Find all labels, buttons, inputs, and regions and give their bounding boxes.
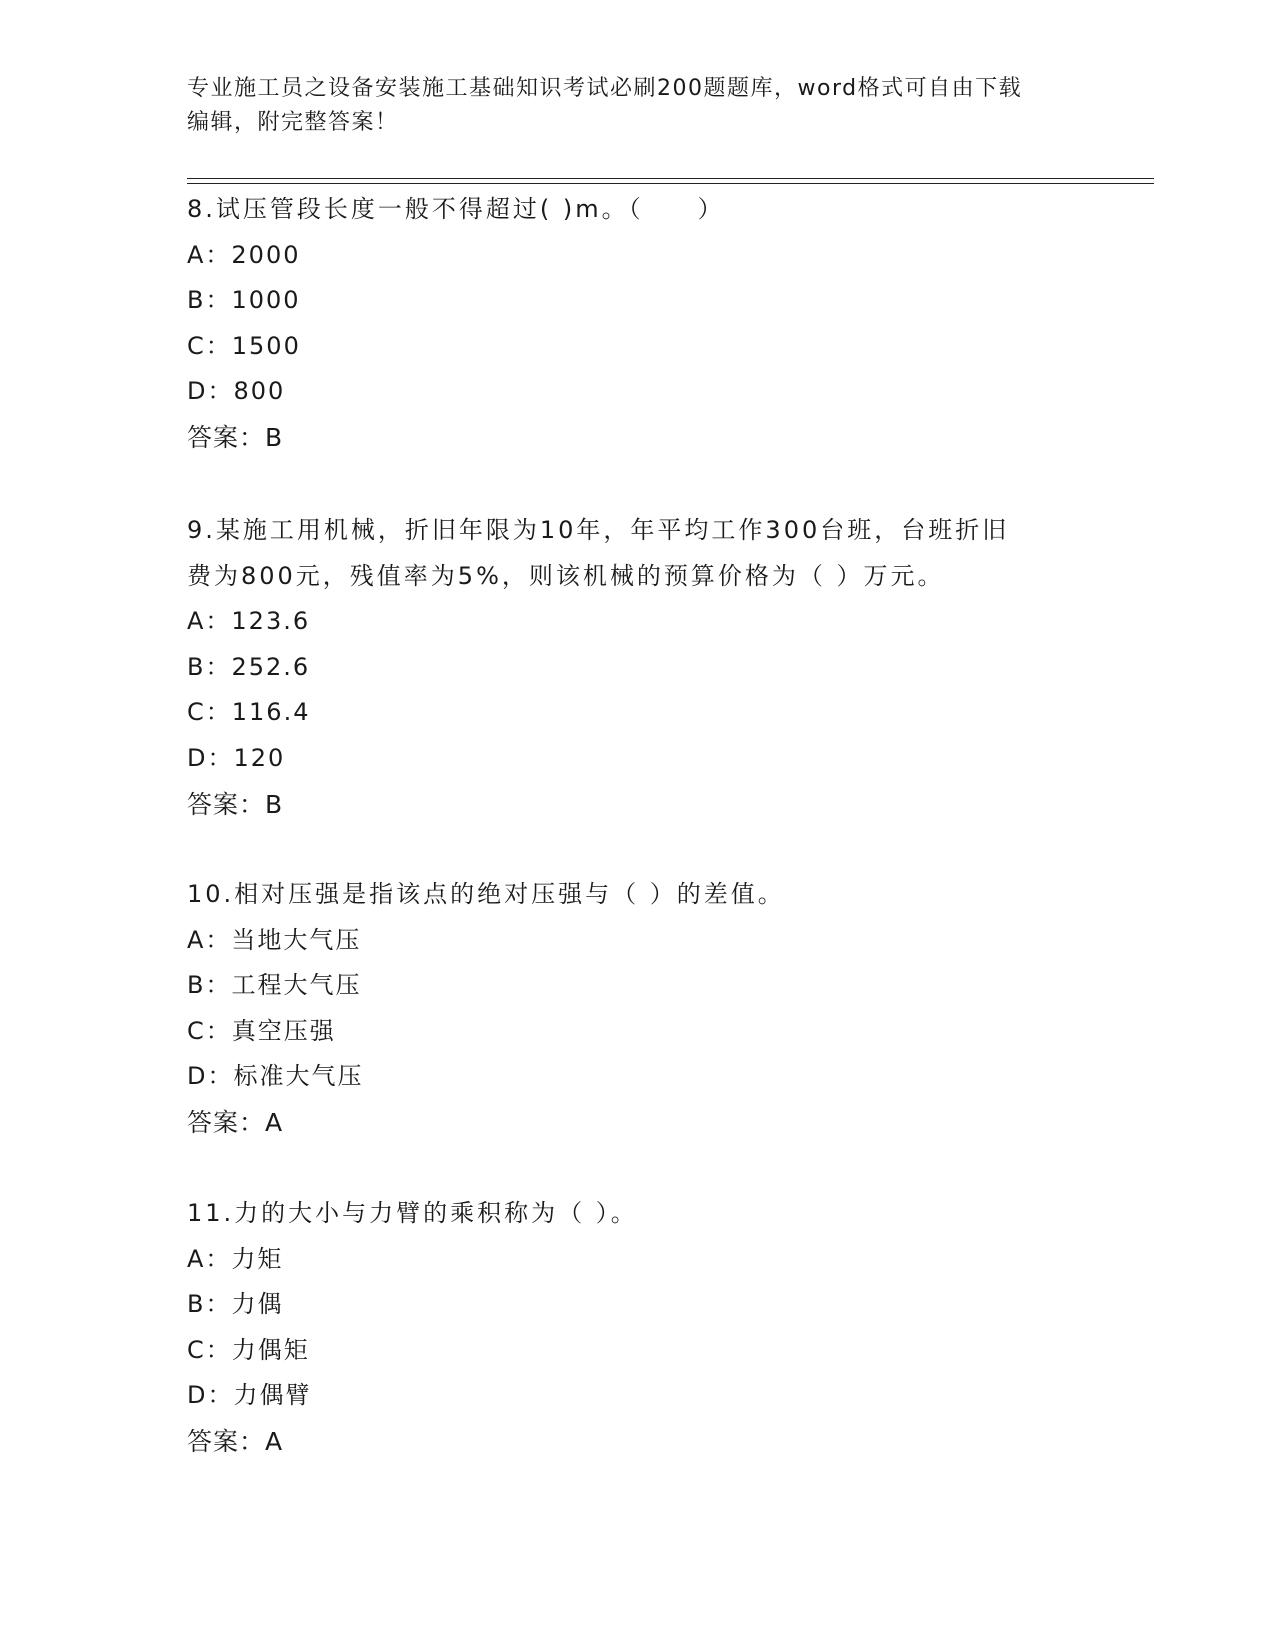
stem-line: 费为800元，残值率为5%，则该机械的预算价格为（ ）万元。 xyxy=(187,561,945,590)
question-10 xyxy=(187,872,1147,1146)
option-d: D：120 xyxy=(187,743,286,772)
option-c: C：116.4 xyxy=(187,698,311,727)
option-d: D：力偶臂 xyxy=(187,1381,312,1410)
answer-line: 答案：A xyxy=(187,1426,284,1456)
question-8 xyxy=(187,187,1147,461)
question-stem xyxy=(187,508,1147,599)
header-line-1: 专业施工员之设备安装施工基础知识考试必刷200题题库，word格式可自由下载 xyxy=(187,76,1023,101)
option-b: B：252.6 xyxy=(187,652,311,681)
stem-line: 11.力的大小与力臂的乘积称为（ ）。 xyxy=(187,1199,638,1227)
option-a: A：当地大气压 xyxy=(187,925,362,954)
stem-line: 9.某施工用机械，折旧年限为10年，年平均工作300台班，台班折旧 xyxy=(187,516,1010,544)
option-b: B：工程大气压 xyxy=(187,971,362,1000)
option-b: B：1000 xyxy=(187,286,301,315)
option-c: C：力偶矩 xyxy=(187,1335,310,1364)
answer-line: 答案：B xyxy=(187,422,284,452)
stem-line: 8.试压管段长度一般不得超过( )m。（ ） xyxy=(187,195,725,223)
answer-line: 答案：B xyxy=(187,789,284,819)
option-a: A：123.6 xyxy=(187,607,311,636)
option-a: A：力矩 xyxy=(187,1244,284,1273)
question-9 xyxy=(187,508,1147,827)
option-c: C：1500 xyxy=(187,331,301,360)
document-header xyxy=(187,72,1087,140)
option-d: D：800 xyxy=(187,377,286,406)
stem-line: 10.相对压强是指该点的绝对压强与（ ）的差值。 xyxy=(187,880,785,908)
question-stem xyxy=(187,1191,1147,1237)
answer-line: 答案：A xyxy=(187,1107,284,1137)
header-divider-bottom xyxy=(187,183,1154,184)
option-a: A：2000 xyxy=(187,240,301,269)
question-stem xyxy=(187,872,1147,918)
question-stem xyxy=(187,187,1147,233)
header-line-2: 编辑，附完整答案！ xyxy=(187,110,399,135)
header-divider-top xyxy=(187,178,1154,179)
option-d: D：标准大气压 xyxy=(187,1062,364,1091)
option-b: B：力偶 xyxy=(187,1290,284,1319)
question-11 xyxy=(187,1191,1147,1465)
option-c: C：真空压强 xyxy=(187,1016,336,1045)
